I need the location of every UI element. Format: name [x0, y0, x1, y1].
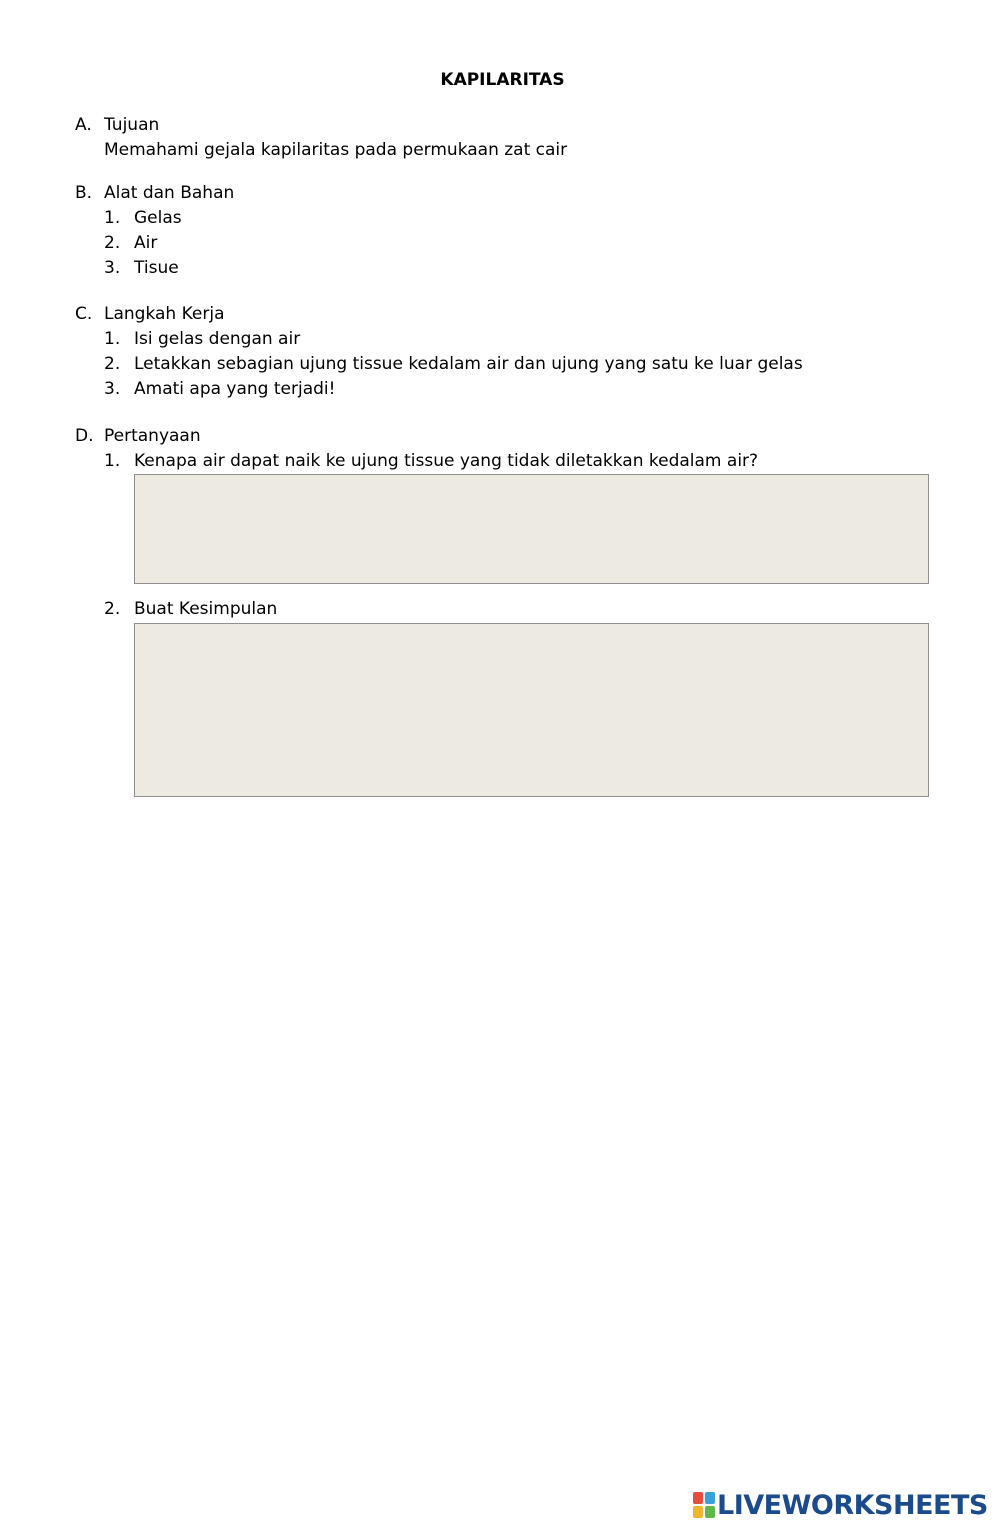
question-2-marker: 2. [104, 599, 121, 619]
section-a-marker: A. [75, 115, 92, 135]
question-2-text: Buat Kesimpulan [134, 599, 278, 619]
question-1-marker: 1. [104, 451, 121, 471]
logo-text: LIVEWORKSHEETS [717, 1489, 988, 1521]
logo-square-icon [693, 1506, 703, 1518]
section-c-heading: Langkah Kerja [104, 304, 225, 324]
list-item-marker: 1. [104, 208, 121, 228]
list-item-marker: 1. [104, 329, 121, 349]
list-item-marker: 2. [104, 233, 121, 253]
question-1-text: Kenapa air dapat naik ke ujung tissue yang tidak diletakkan kedalam air? [134, 451, 759, 471]
section-b-heading: Alat dan Bahan [104, 183, 235, 203]
page-title: KAPILARITAS [440, 70, 565, 90]
section-a-text: Memahami gejala kapilaritas pada permukaan zat cair [104, 140, 568, 160]
list-item-marker: 3. [104, 258, 121, 278]
logo-square-icon [693, 1492, 703, 1504]
list-item-marker: 2. [104, 354, 121, 374]
list-item: Amati apa yang terjadi! [134, 379, 336, 399]
list-item: Tisue [134, 258, 179, 278]
list-item: Air [134, 233, 158, 253]
list-item: Letakkan sebagian ujung tissue kedalam air dan ujung yang satu ke luar gelas [134, 354, 803, 374]
list-item: Gelas [134, 208, 182, 228]
answer-box-1[interactable] [134, 474, 929, 584]
list-item-marker: 3. [104, 379, 121, 399]
liveworksheets-logo[interactable] [693, 1488, 988, 1522]
answer-box-2[interactable] [134, 623, 929, 797]
logo-square-icon [705, 1492, 715, 1504]
section-c-marker: C. [75, 304, 93, 324]
section-b-marker: B. [75, 183, 93, 203]
section-d-marker: D. [75, 426, 94, 446]
logo-square-icon [705, 1506, 715, 1518]
liveworksheets-logo-icon [693, 1492, 715, 1518]
list-item: Isi gelas dengan air [134, 329, 301, 349]
section-d-heading: Pertanyaan [104, 426, 201, 446]
section-a-heading: Tujuan [104, 115, 160, 135]
